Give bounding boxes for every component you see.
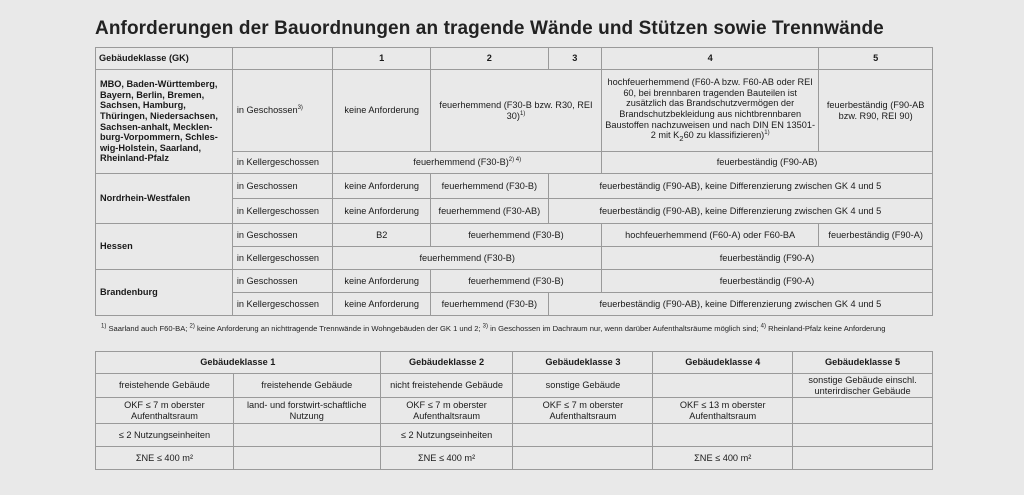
label-keller: in Kellergeschossen [232,199,333,224]
class-cell-empty [793,447,933,470]
page-title: Anforderungen der Bauordnungen an tragende Wände und Stützen sowie Trennwände [95,18,884,39]
cell-bb-g-gk23: feuerhemmend (F30-B) [430,270,601,293]
cell-he-k-gk45: feuerbeständig (F90-A) [602,247,933,270]
cell-nrw-g-gk1: keine Anforderung [333,174,431,199]
cell-text: feuerhemmend (F30-B bzw. R30, REI 30) [439,99,593,121]
class-cell: sonstige Gebäude [513,374,653,398]
class-header-4: Gebäudeklasse 4 [653,352,793,374]
cell-nrw-g-gk2: feuerhemmend (F30-B) [430,174,548,199]
state-hessen: Hessen [96,224,233,270]
cell-he-g-gk5: feuerbeständig (F90-A) [819,224,933,247]
footnotes [101,324,885,333]
footnote-number: 1) [101,323,107,330]
cell-mbo-g-gk4 [602,70,819,152]
footnote-text: keine Anforderung an nichttragende Trennwände in Wohngebäuden der GK 1 und 2; [194,324,483,333]
cell-mbo-k-gk45: feuerbeständig (F90-AB) [602,152,933,174]
header-empty-cell [232,48,333,70]
gk4-header: 4 [602,48,819,70]
cell-he-g-gk4: hochfeuerhemmend (F60-A) oder F60-BA [602,224,819,247]
cell-he-g-gk1: B2 [333,224,431,247]
building-class-table [95,351,933,470]
requirements-table [95,47,933,316]
cell-nrw-g-gk35: feuerbeständig (F90-AB), keine Differenzierung zwischen GK 4 und 5 [548,174,932,199]
cell-nrw-k-gk2: feuerhemmend (F30-AB) [430,199,548,224]
class-cell-empty [653,424,793,447]
class-cell: ≤ 2 Nutzungseinheiten [380,424,513,447]
class-cell-empty [233,424,380,447]
cell-bb-k-gk2: feuerhemmend (F30-B) [430,293,548,316]
label-keller: in Kellergeschossen [232,293,333,316]
cell-he-k-gk13: feuerhemmend (F30-B) [333,247,602,270]
class-cell [653,374,793,398]
class-cell-empty [793,398,933,424]
label-geschossen: in Geschossen [232,174,333,199]
class-cell: ≤ 2 Nutzungseinheiten [96,424,234,447]
class-cell-empty [793,424,933,447]
state-group-mbo: MBO, Baden-Württemberg, Bayern, Berlin, Bremen, Sachsen, Hamburg, Thüringen, Niedersachsen, Sachsen-anhalt, Mecklen-burg-Vorpommern, Schles-wig-Holstein, Saarland, Rheinland-Pfalz [96,70,233,174]
class-cell: ΣNE ≤ 400 m² [380,447,513,470]
label-geschossen: in Geschossen [232,270,333,293]
gk-header-label: Gebäudeklasse (GK) [96,48,233,70]
label-keller: in Kellergeschossen [232,152,333,174]
footnote-text: Rheinland-Pfalz keine Anforderung [766,324,886,333]
cell-bb-k-gk35: feuerbeständig (F90-AB), keine Differenzierung zwischen GK 4 und 5 [548,293,932,316]
class-cell: OKF ≤ 7 m oberster Aufenthaltsraum [96,398,234,424]
cell-text: feuerhemmend (F30-B) [413,157,509,168]
gk2-header: 2 [430,48,548,70]
state-brandenburg: Brandenburg [96,270,233,316]
cell-mbo-g-gk5: feuerbeständig (F90-AB bzw. R90, REI 90) [819,70,933,152]
gk1-header: 1 [333,48,431,70]
class-cell: OKF ≤ 7 m oberster Aufenthaltsraum [380,398,513,424]
cell-text: 60 zu klassifizieren) [683,130,765,141]
class-header-1: Gebäudeklasse 1 [96,352,381,374]
class-cell: freistehende Gebäude [233,374,380,398]
class-cell-empty [513,447,653,470]
class-cell: OKF ≤ 13 m oberster Aufenthaltsraum [653,398,793,424]
cell-mbo-k-gk13 [333,152,602,174]
class-cell: ΣNE ≤ 400 m² [96,447,234,470]
footnote-ref: 2) 4) [508,157,522,164]
footnote-text: Saarland auch F60-BA; [106,324,190,333]
cell-bb-g-gk45: feuerbeständig (F90-A) [602,270,933,293]
class-header-3: Gebäudeklasse 3 [513,352,653,374]
cell-mbo-g-gk23 [430,70,601,152]
cell-mbo-g-gk1: keine Anforderung [333,70,431,152]
footnote-number: 3) [482,323,488,330]
class-cell: nicht freistehende Gebäude [380,374,513,398]
footnote-text: in Geschossen im Dachraum nur, wenn darüber Aufenthaltsräume möglich sind; [488,324,761,333]
class-header-5: Gebäudeklasse 5 [793,352,933,374]
cell-nrw-k-gk35: feuerbeständig (F90-AB), keine Differenzierung zwischen GK 4 und 5 [548,199,932,224]
footnote-number: 2) [189,323,195,330]
class-cell: land- und forstwirt-schaftliche Nutzung [233,398,380,424]
class-cell: sonstige Gebäude einschl. unterirdischer Gebäude [793,374,933,398]
label-keller: in Kellergeschossen [232,247,333,270]
class-cell-empty [513,424,653,447]
class-cell-empty [233,447,380,470]
cell-bb-g-gk1: keine Anforderung [333,270,431,293]
footnote-number: 4) [760,323,767,330]
label-geschossen: in Geschossen [232,224,333,247]
cell-bb-k-gk1: keine Anforderung [333,293,431,316]
class-header-2: Gebäudeklasse 2 [380,352,513,374]
cell-text: hochfeuerhemmend (F60-A bzw. F60-AB oder REI 60, bei brennbaren tragenden Bauteilen ist zusätzlich das Brandschutzvermögen der Brandschutzbekleidung aus nichtbrennbaren Baustoffen nachzuweisen und nach DIN EN 13501-2 mit K [605,77,816,141]
label-text: in Geschossen [236,105,298,116]
state-nrw: Nordrhein-Westfalen [96,174,233,224]
class-cell: OKF ≤ 7 m oberster Aufenthaltsraum [513,398,653,424]
gk5-header: 5 [819,48,933,70]
cell-he-g-gk23: feuerhemmend (F30-B) [430,224,601,247]
footnote-ref: 3) [297,105,303,112]
class-cell: freistehende Gebäude [96,374,234,398]
label-geschossen [232,70,333,152]
class-cell: ΣNE ≤ 400 m² [653,447,793,470]
footnote-ref: 1) [764,130,770,137]
cell-nrw-k-gk1: keine Anforderung [333,199,431,224]
subscript: 2 [679,133,684,143]
footnote-ref: 1) [519,110,526,117]
gk3-header: 3 [548,48,601,70]
